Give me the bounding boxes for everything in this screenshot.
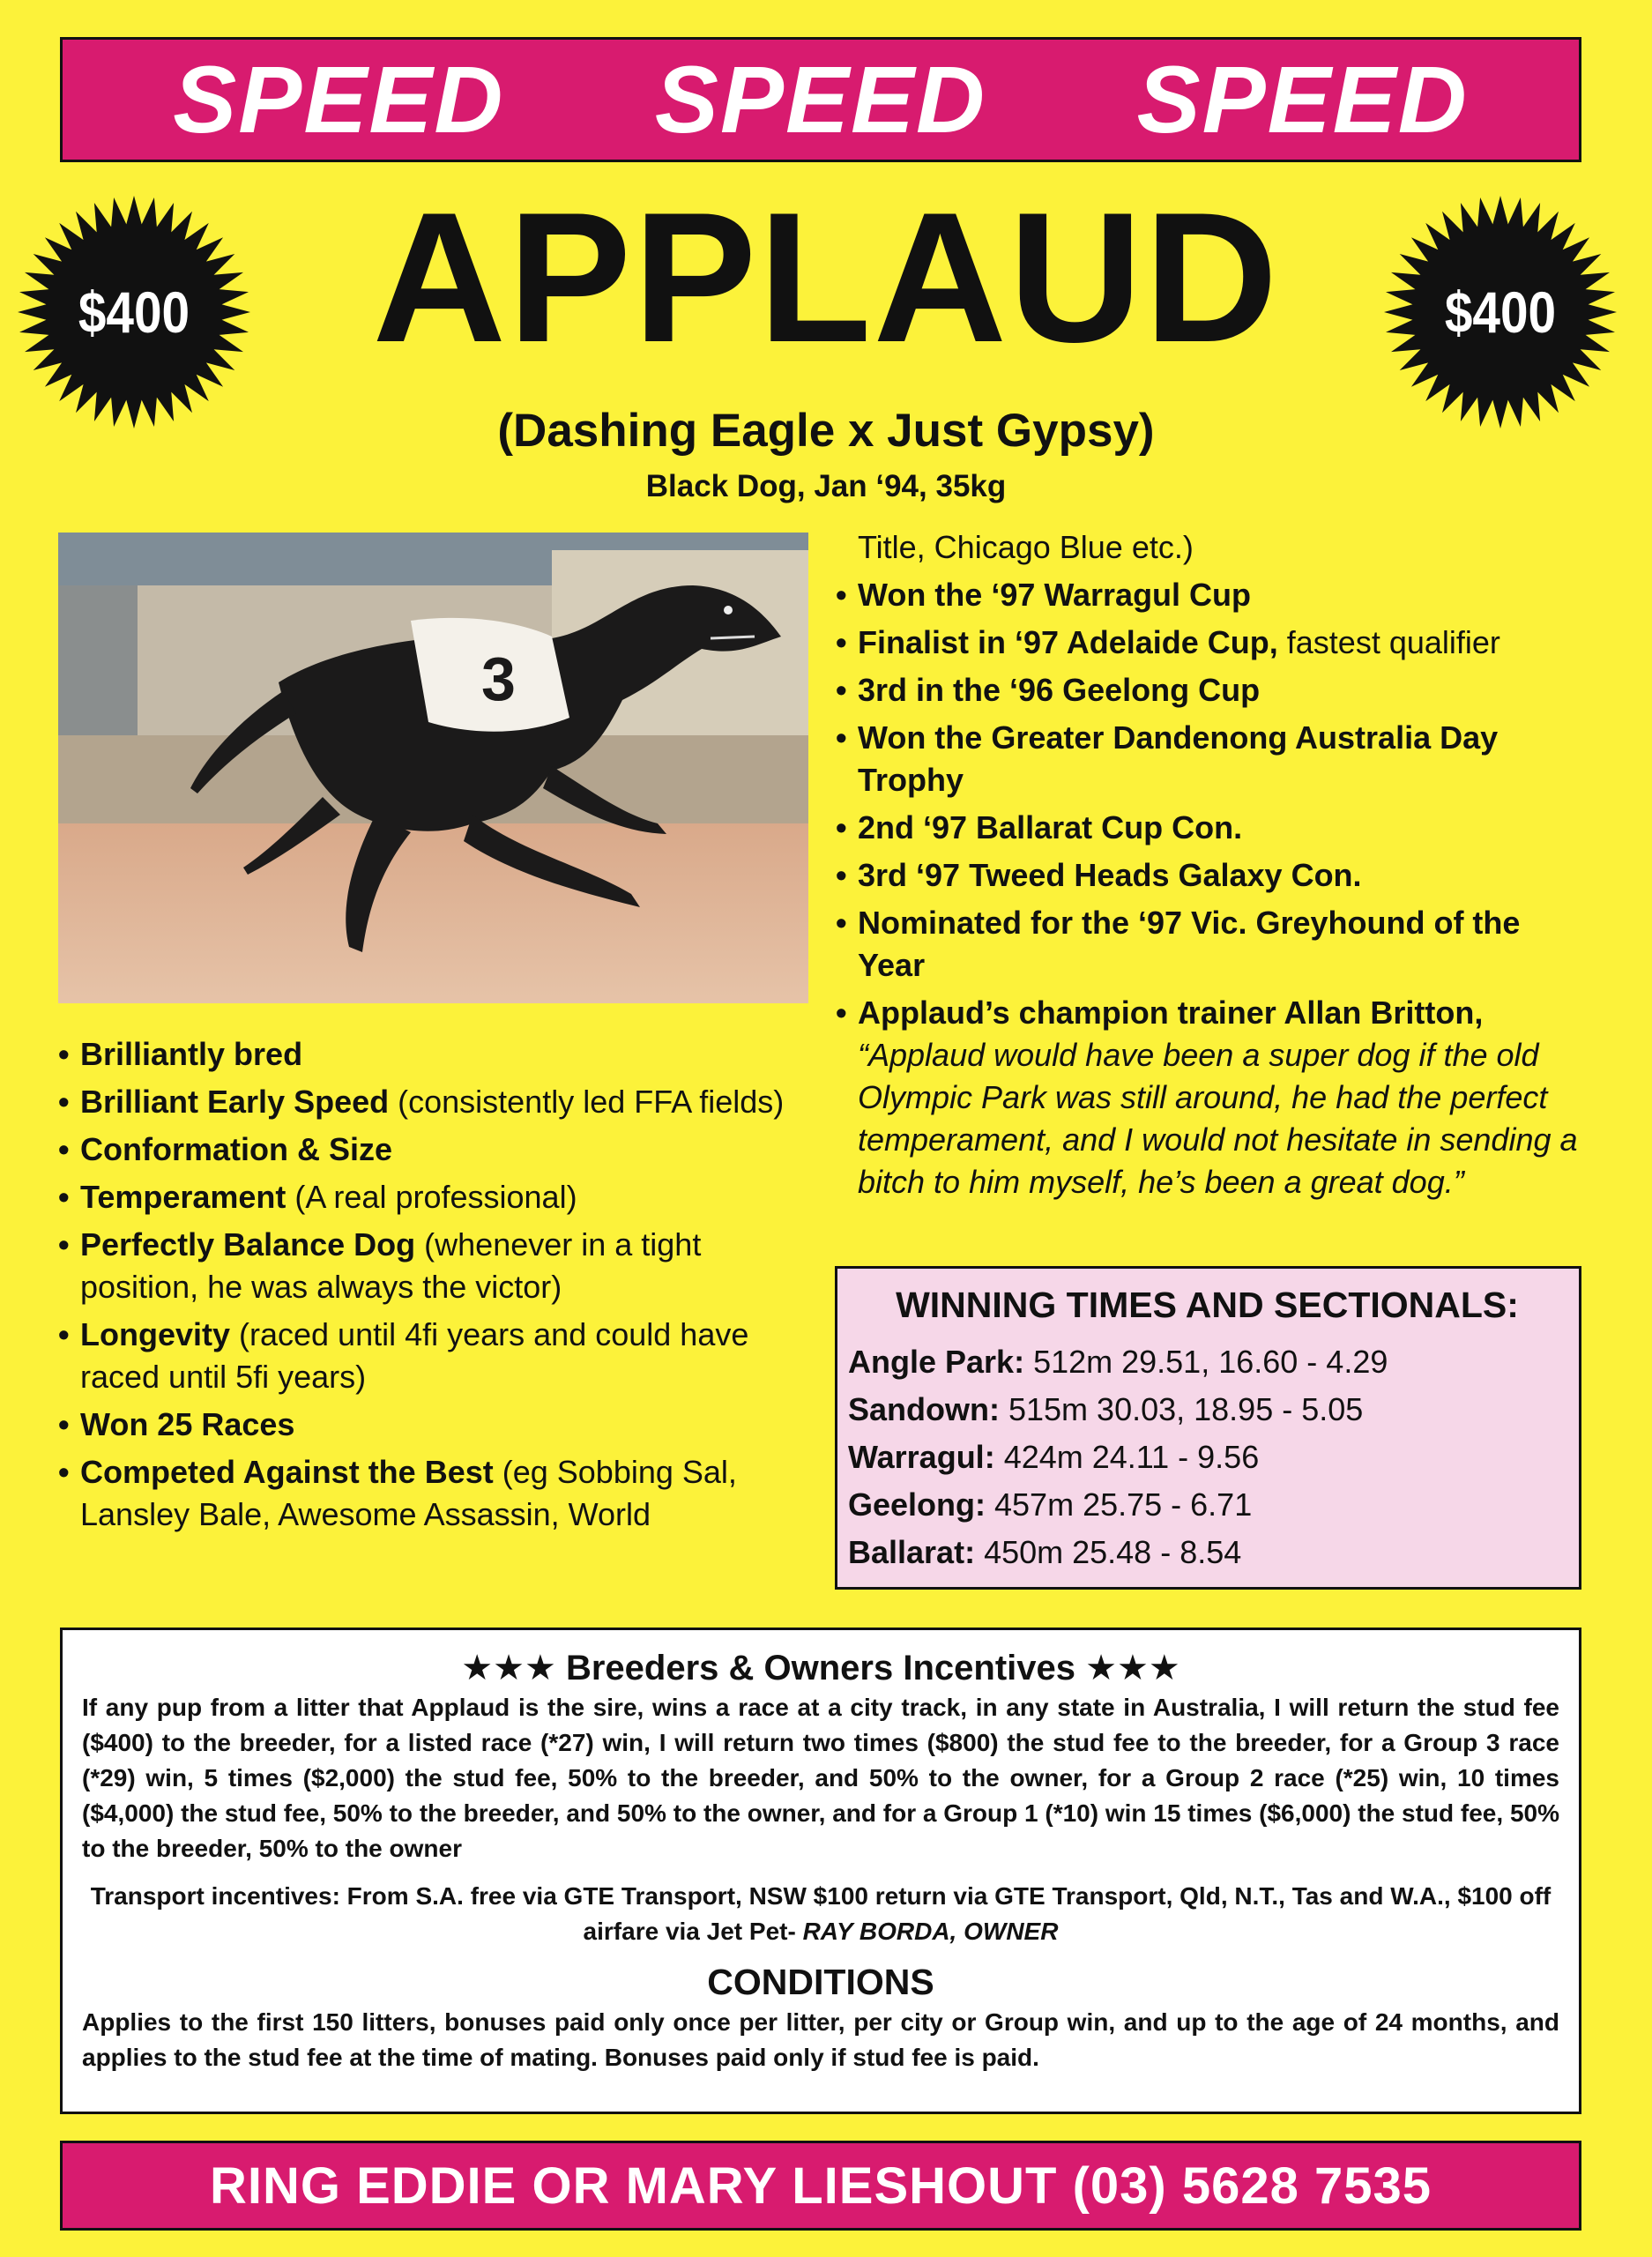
list-item: • Competed Against the Best (eg Sobbing Sal, Lansley Bale, Awesome Assassin, World [58,1451,807,1536]
times-row [848,1481,1566,1529]
list-item: • Nominated for the ‘97 Vic. Greyhound of the Year [836,902,1594,987]
features-list [58,1033,807,1541]
pedigree: (Dashing Eagle x Just Gypsy) [497,405,1155,457]
speed-word: SPEED [173,46,505,153]
price-burst-left [16,194,252,430]
list-item: • 3rd ‘97 Tweed Heads Galaxy Con. [836,854,1594,897]
trainer-quote: “Applaud would have been a super dog if the old Olympic Park was still around, he had the perfect temperament, and I would not hesitate in sending a bitch to him myself, he’s been a great dog.” [858,1037,1578,1200]
list-item: • Finalist in ‘97 Adelaide Cup, fastest qualifier [836,622,1594,664]
list-item: • Conformation & Size [58,1128,807,1171]
track-name: Sandown: [848,1391,1000,1427]
track-name: Angle Park: [848,1344,1025,1380]
incentives-box [60,1628,1581,2114]
winning-times-rows [848,1338,1566,1576]
track-time: 512m 29.51, 16.60 - 4.29 [1024,1344,1388,1380]
list-continuation: Title, Chicago Blue etc.) [858,529,1194,565]
bib-number: 3 [481,644,516,713]
achievements-column [836,526,1594,1209]
track-time: 457m 25.75 - 6.71 [986,1486,1253,1523]
list-item: • 3rd in the ‘96 Geelong Cup [836,669,1594,711]
list-item: • 2nd ‘97 Ballarat Cup Con. [836,807,1594,849]
owner-name: RAY BORDA, OWNER [795,1918,1059,1945]
list-item: • Won the Greater Dandenong Australia Day Trophy [836,717,1594,801]
trainer-name: Applaud’s champion trainer Allan Britton, [858,994,1484,1031]
incentives-body: If any pup from a litter that Applaud is the sire, wins a race at a city track, in any state in Australia, I will return the stud fee ($400) to the breeder, for a listed race (*27) win, I will return two times ($800) the stud fee to the breeder, for a Group 3 race (*29) win, 5 times ($2,000) the stud fee, 50% to the breeder, and 50% to the owner, for a Group 2 race (*25) win, 10 times ($4,000) the stud fee, 50% to the breeder, and 50% to the owner, and for a Group 1 (*10) win 15 times ($6,000) the stud fee, 50% to the breeder, 50% to the owner [82,1694,1559,1862]
transport-incentives: Transport incentives: From S.A. free via GTE Transport, NSW $100 return via GTE Transport, Qld, N.T., Tas and W.A., $100 off airfare via Jet Pet- RAY BORDA, OWNER [90,1882,1552,1945]
speed-banner [60,37,1581,162]
conditions-body: Applies to the first 150 litters, bonuses paid only once per litter, per city or Group win, and up to the age of 24 months, and applies to the stud fee at the time of mating. Bonuses paid only if stud fee is paid. [82,2008,1559,2071]
track-name: Geelong: [848,1486,986,1523]
times-row [848,1338,1566,1386]
price-left: $400 [78,279,190,345]
winning-times-box [835,1266,1581,1590]
contact-banner [60,2141,1581,2231]
track-time: 515m 30.03, 18.95 - 5.05 [999,1391,1364,1427]
track-name: Warragul: [848,1439,995,1475]
list-item: • Won 25 Races [58,1404,807,1446]
price-right: $400 [1444,279,1557,345]
track-time: 424m 24.11 - 9.56 [994,1439,1260,1475]
speed-word: SPEED [654,46,987,153]
conditions-heading: CONDITIONS [707,1962,934,2002]
dog-name-title: APPLAUD [372,174,1280,381]
list-item: • Brilliant Early Speed (consistently led FFA fields) [58,1081,807,1123]
list-item: • Won the ‘97 Warragul Cup [836,574,1594,616]
contact-text: RING EDDIE OR MARY LIESHOUT (03) 5628 7535 [209,2156,1432,2215]
list-item: • Perfectly Balance Dog (whenever in a tight position, he was always the victor) [58,1224,807,1308]
list-item: • Longevity (raced until 4fi years and could have raced until 5fi years) [58,1314,807,1398]
track-name: Ballarat: [848,1534,976,1570]
dog-details: Black Dog, Jan ‘94, 35kg [645,469,1007,503]
list-item: • Brilliantly bred [58,1033,807,1076]
greyhound-photo [58,533,808,1003]
achievements-list [836,574,1594,987]
incentives-heading: ★★★ Breeders & Owners Incentives ★★★ [461,1649,1180,1687]
trainer-quote-item [836,992,1594,1203]
price-burst-right [1382,194,1619,430]
times-row [848,1434,1566,1481]
speed-word: SPEED [1136,46,1469,153]
times-row [848,1529,1566,1576]
times-row [848,1386,1566,1434]
track-time: 450m 25.48 - 8.54 [975,1534,1242,1570]
winning-times-heading: WINNING TIMES AND SECTIONALS: [896,1285,1519,1325]
list-item: • Temperament (A real professional) [58,1176,807,1218]
